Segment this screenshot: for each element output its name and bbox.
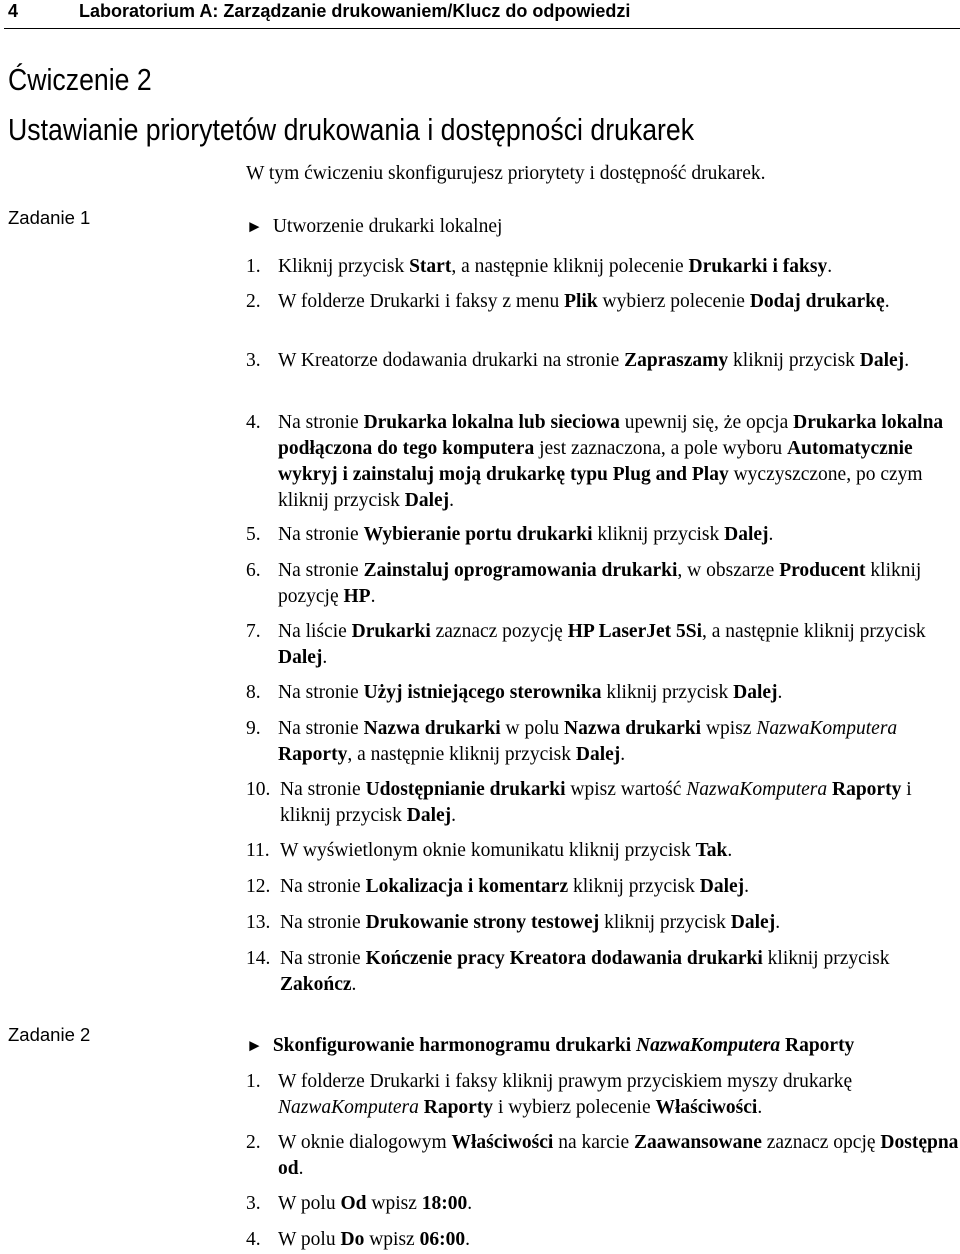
step-number: 13. — [246, 912, 271, 933]
step-text: W folderze Drukarki i faksy kliknij prawym przyciskiem myszy drukarkę NazwaKomputera Raporty i wybierz polecenie Właściwości. — [278, 1071, 853, 1118]
task1-step — [246, 289, 960, 315]
arrow-right-icon: ► — [246, 1036, 263, 1055]
step-number: 3. — [246, 350, 261, 371]
exercise-title: Ustawianie priorytetów drukowania i dostępności drukarek — [8, 112, 695, 147]
header-rule — [4, 28, 960, 29]
task1-step — [246, 946, 960, 998]
task2-step — [246, 1191, 960, 1217]
step-number: 6. — [246, 560, 261, 581]
task2-step — [246, 1069, 960, 1121]
step-number: 4. — [246, 412, 261, 433]
task1-step — [246, 410, 960, 514]
task1-step — [246, 910, 960, 936]
task1-step — [246, 522, 960, 548]
step-number: 8. — [246, 682, 261, 703]
step-text: Na stronie Zainstaluj oprogramowania drukarki, w obszarze Producent kliknij pozycję HP. — [278, 560, 922, 607]
step-number: 2. — [246, 1132, 261, 1153]
task1-step — [246, 680, 960, 706]
task2-heading-text: Skonfigurowanie harmonogramu drukarki NazwaKomputera Raporty — [272, 1035, 855, 1056]
step-text: W oknie dialogowym Właściwości na karcie Zaawansowane zaznacz opcję Dostępna od. — [278, 1132, 959, 1179]
task1-step — [246, 874, 960, 900]
task2-step — [246, 1130, 960, 1182]
step-text: Na stronie Drukarka lokalna lub sieciowa upewnij się, że opcja Drukarka lokalna podłączona do tego komputera jest zaznaczona, a pole wyboru Automatycznie wykryj i zainstaluj moją drukarkę typu Plug and Play wyczyszczone, po czym kliknij przycisk Dalej. — [278, 412, 944, 511]
step-text: Kliknij przycisk Start, a następnie kliknij polecenie Drukarki i faksy. — [278, 256, 833, 277]
task1-heading-text: Utworzenie drukarki lokalnej — [272, 216, 503, 237]
step-text: Na stronie Nazwa drukarki w polu Nazwa drukarki wpisz NazwaKomputera Raporty, a następnie kliknij przycisk Dalej. — [278, 718, 898, 765]
step-number: 9. — [246, 718, 261, 739]
task1-heading — [246, 216, 502, 238]
task2-heading — [246, 1035, 854, 1057]
step-number: 5. — [246, 524, 261, 545]
step-text: Na stronie Użyj istniejącego sterownika kliknij przycisk Dalej. — [278, 682, 783, 703]
step-text: W folderze Drukarki i faksy z menu Plik wybierz polecenie Dodaj drukarkę. — [278, 291, 890, 312]
step-number: 1. — [246, 256, 261, 277]
step-number: 2. — [246, 291, 261, 312]
step-text: W Kreatorze dodawania drukarki na stronie Zapraszamy kliknij przycisk Dalej. — [278, 350, 910, 371]
page-header — [0, 0, 960, 34]
task1-step — [246, 619, 960, 671]
step-number: 7. — [246, 621, 261, 642]
step-number: 12. — [246, 876, 271, 897]
task1-step — [246, 254, 960, 280]
page-number: 4 — [8, 1, 19, 21]
header-title: Laboratorium A: Zarządzanie drukowaniem/Klucz do odpowiedzi — [79, 1, 631, 21]
step-number: 14. — [246, 948, 271, 969]
task1-label: Zadanie 1 — [8, 207, 91, 228]
step-number: 10. — [246, 779, 271, 800]
task1-step — [246, 777, 960, 829]
step-text: Na stronie Drukowanie strony testowej kliknij przycisk Dalej. — [280, 912, 781, 933]
task1-step — [246, 348, 960, 374]
task1-step — [246, 838, 960, 864]
step-text: Na stronie Wybieranie portu drukarki kliknij przycisk Dalej. — [278, 524, 774, 545]
exercise-intro: W tym ćwiczeniu skonfigurujesz priorytety i dostępność drukarek. — [246, 163, 766, 184]
step-text: Na stronie Lokalizacja i komentarz kliknij przycisk Dalej. — [280, 876, 750, 897]
arrow-right-icon: ► — [246, 217, 263, 236]
step-text: Na stronie Kończenie pracy Kreatora dodawania drukarki kliknij przycisk Zakończ. — [280, 948, 890, 995]
step-number: 4. — [246, 1229, 261, 1250]
step-text: Na stronie Udostępnianie drukarki wpisz wartość NazwaKomputera Raporty i kliknij przycisk Dalej. — [280, 779, 912, 826]
task1-step — [246, 716, 960, 768]
step-text: W wyświetlonym oknie komunikatu kliknij przycisk Tak. — [280, 840, 733, 861]
step-text: Na liście Drukarki zaznacz pozycję HP LaserJet 5Si, a następnie kliknij przycisk Dalej. — [278, 621, 926, 668]
step-text: W polu Od wpisz 18:00. — [278, 1193, 473, 1214]
task1-step — [246, 558, 960, 610]
task2-step — [246, 1227, 960, 1253]
task2-label: Zadanie 2 — [8, 1024, 91, 1045]
step-number: 3. — [246, 1193, 261, 1214]
step-number: 1. — [246, 1071, 261, 1092]
step-number: 11. — [246, 840, 270, 861]
exercise-number: Ćwiczenie 2 — [8, 62, 152, 97]
step-text: W polu Do wpisz 06:00. — [278, 1229, 470, 1250]
